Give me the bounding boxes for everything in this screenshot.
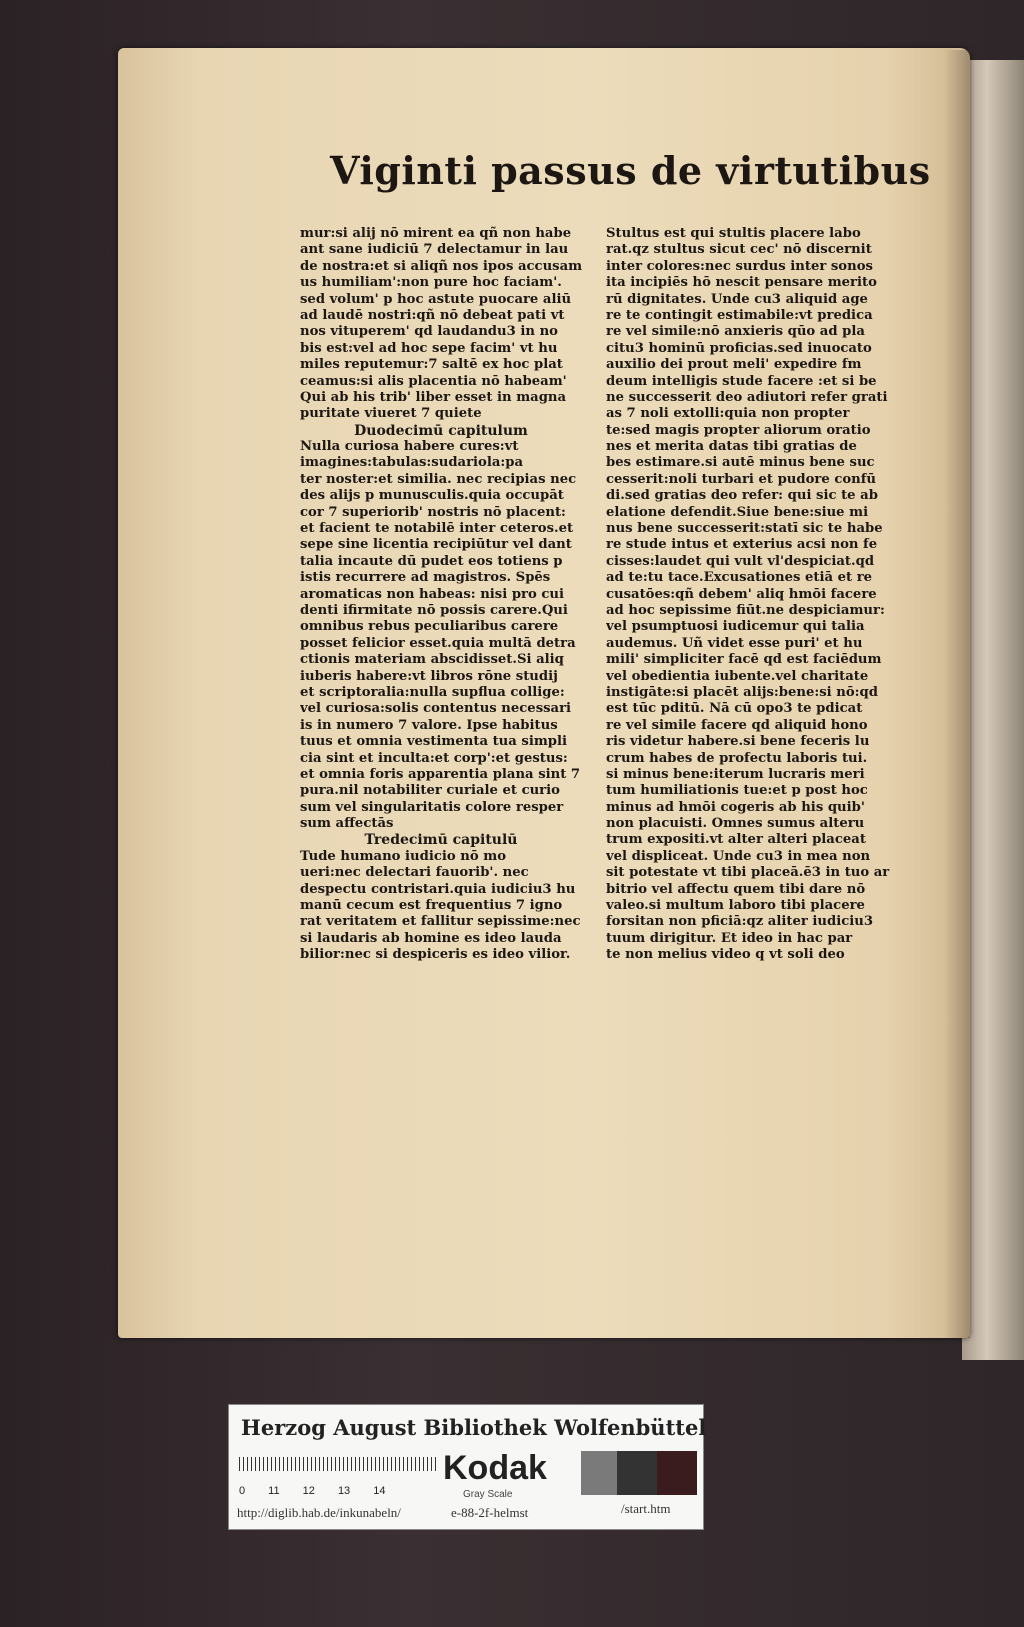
text-line: imagines:tabulas:sudariola:pa: [300, 455, 524, 471]
text-line: ter noster:et similia. nec recipias nec: [300, 471, 577, 487]
text-line: cisses:laudet qui vult vl'despiciat.qd: [606, 553, 875, 569]
text-line: forsitan non pficiā:qz aliter iudiciu3: [606, 914, 874, 930]
text-line: re stude intus et exterius acsi non fe: [606, 537, 878, 553]
text-line: te:sed magis propter aliorum oratio: [606, 422, 871, 438]
color-target-card: [228, 1404, 707, 1530]
text-line: rat veritatem et fallitur sepissime:nec: [300, 914, 581, 930]
left-text-column: [300, 226, 582, 964]
library-name: Herzog August Bibliothek Wolfenbüttel: [241, 1415, 707, 1440]
text-line: tuum dirigitur. Et ideo in hac par: [606, 930, 853, 946]
black-swatch: [657, 1451, 697, 1495]
text-line: si laudaris ab homine es ideo lauda: [300, 930, 562, 946]
text-line: sum vel singularitatis colore resper: [300, 799, 564, 815]
text-line: Qui ab his trib' liber esset in magna: [300, 389, 567, 405]
text-line: ita incipiēs hō nescit pensare merito: [606, 275, 877, 291]
text-line: pura.nil notabiliter curiale et curio: [300, 783, 560, 799]
text-line: et facient te notabilē inter ceteros.et: [300, 521, 574, 537]
text-line: est tūc pditū. Nā cū opo3 te pdicat: [606, 701, 863, 717]
text-line: valeo.si multum laboro tibi placere: [606, 898, 865, 914]
text-line: Tredecimū capitulū: [364, 832, 518, 849]
text-line: Stultus est qui stultis placere labo: [606, 226, 861, 241]
text-line: tuus et omnia vestimenta tua simpli: [300, 734, 568, 750]
text-line: istis recurrere ad magistros. Spēs: [300, 570, 551, 586]
text-line: us humiliam':non pure hoc faciam'.: [300, 275, 562, 291]
text-line: miles reputemur:7 saltē ex hoc plat: [300, 357, 563, 373]
text-line: bilior:nec si despiceris es ideo vilior.: [300, 947, 571, 963]
text-line: audemus. Uñ videt esse puri' et hu: [606, 635, 863, 651]
text-line: de nostra:et si aliqñ nos ipos accusam: [300, 258, 582, 274]
text-line: nes et merita datas tibi gratias de: [606, 439, 857, 455]
text-line: ris videtur habere.si bene feceris lu: [606, 734, 870, 750]
gray-scale-label: Gray Scale: [463, 1489, 513, 1500]
text-line: te non melius video q vt soli deo: [606, 947, 845, 963]
text-line: Tude humano iudicio nō mo: [300, 848, 507, 864]
text-line: mili' simpliciter facē qd est faciēdum: [606, 652, 882, 668]
text-line: bes estimare.si autē minus bene suc: [606, 455, 875, 471]
text-line: ad laudē nostri:qñ nō debeat pati vt: [300, 307, 565, 323]
text-line: ne successerit deo adiutori refer grati: [606, 389, 888, 405]
text-line: instigāte:si placēt alijs:bene:si nō:qd: [606, 684, 878, 700]
text-line: trum expositi.vt alter alteri placeat: [606, 832, 866, 848]
text-line: posset felicior esset.quia multā detra: [300, 635, 576, 651]
text-line: talia incaute dū pudet eos totiens p: [300, 553, 563, 569]
text-line: sepe sine licentia recipiūtur vel dant: [300, 537, 572, 553]
text-line: despectu contristari.quia iudiciu3 hu: [300, 881, 576, 897]
text-line: denti ifirmitate nō possis carere.Qui: [300, 602, 568, 618]
text-line: auxilio dei prout meli' expedire fm: [606, 357, 862, 373]
text-line: et omnia foris apparentia plana sint 7: [300, 766, 581, 782]
text-line: tum humiliationis tue:et p post hoc: [606, 783, 868, 799]
text-line: vel obedientia iubente.vel charitate: [606, 668, 869, 684]
text-line: sed volum' p hoc astute puocare aliū: [300, 291, 572, 307]
text-line: nos vituperem' qd laudandu3 in no: [300, 324, 558, 340]
text-line: bis est:vel ad hoc sepe facim' vt hu: [300, 340, 558, 356]
text-line: omnibus rebus peculiaribus carere: [300, 619, 559, 635]
text-line: non placuisti. Omnes sumus alteru: [606, 816, 865, 832]
facing-page-edge: [962, 60, 1024, 1360]
text-line: puritate viueret 7 quiete: [300, 406, 482, 422]
text-line: Nulla curiosa habere cures:vt: [300, 439, 519, 455]
running-header: Viginti passus de virtutibus: [330, 148, 931, 193]
text-line: citu3 hominū proficias.sed inuocato: [606, 340, 872, 356]
ruler-scale: [239, 1457, 439, 1471]
text-line: si minus bene:iterum lucraris meri: [606, 766, 865, 782]
text-line: nus bene successerit:statī sic te habe: [606, 521, 883, 537]
text-line: ueri:nec delectari fauorib'. nec: [300, 865, 529, 881]
url-suffix: /start.htm: [621, 1501, 671, 1516]
text-line: minus ad hmōi cogeris ab his quib': [606, 799, 865, 815]
text-line: cor 7 superiorib' nostris nō placent:: [300, 504, 566, 520]
text-line: is in numero 7 valore. Ipse habitus: [300, 717, 558, 733]
right-text-column: [606, 226, 896, 964]
text-line: inter colores:nec surdus inter sonos: [606, 258, 873, 274]
text-line: bitrio vel affectu quem tibi dare nō: [606, 881, 866, 897]
text-line: cesserit:noli turbari et pudore confū: [606, 471, 877, 487]
text-line: as 7 noli extolli:quia non propter: [606, 406, 850, 422]
text-line: re vel simile facere qd aliquid hono: [606, 717, 868, 733]
text-line: sit potestate vt tibi placeā.ē3 in tuo ar: [606, 865, 890, 881]
text-line: ad te:tu tace.Excusationes etiā et re: [606, 570, 873, 586]
gray-swatch: [581, 1451, 617, 1495]
text-line: cusatōes:qñ debem' aliq hmōi facere: [606, 586, 877, 602]
text-line: deum intelligis stude facere :et si be: [606, 373, 877, 389]
text-line: et scriptoralia:nulla supflua collige:: [300, 684, 565, 700]
text-line: mur:si alij nō mirent ea qñ non habe: [300, 226, 572, 241]
text-line: elatione defendit.Siue bene:siue mi: [606, 504, 869, 520]
text-line: re vel simile:nō anxieris qūo ad pla: [606, 324, 865, 340]
shelfmark: e-88-2f-helmst: [451, 1505, 529, 1520]
kodak-logo: Kodak: [443, 1449, 547, 1487]
ruler-numbers: 0 11 12 13 14: [239, 1485, 386, 1497]
text-line: aromaticas non habeas: nisi pro cui: [300, 586, 565, 602]
text-line: vel curiosa:solis contentus necessari: [300, 701, 572, 717]
text-line: ceamus:si alis placentia nō habeam': [300, 373, 567, 389]
text-line: vel displiceat. Unde cu3 in mea non: [606, 848, 871, 864]
text-line: iuberis habere:vt libros rōne studij: [300, 668, 558, 684]
text-line: des alijs p munusculis.quia occupāt: [300, 488, 564, 504]
gutter-shadow: [944, 50, 970, 1338]
url-prefix: http://diglib.hab.de/inkunabeln/: [237, 1505, 401, 1520]
dark-swatch: [617, 1451, 657, 1495]
text-line: Duodecimū capitulum: [354, 422, 528, 439]
text-line: rat.qz stultus sicut cec' nō discernit: [606, 242, 872, 258]
text-line: ant sane iudiciū 7 delectamur in lau: [300, 242, 569, 258]
text-line: vel psumptuosi iudicemur qui talia: [606, 619, 865, 635]
text-line: di.sed gratias deo refer: qui sic te ab: [606, 488, 878, 504]
text-line: re te contingit estimabile:vt predica: [606, 307, 873, 323]
text-line: rū dignitates. Unde cu3 aliquid age: [606, 291, 868, 307]
text-line: sum affectās: [300, 816, 394, 832]
text-line: crum habes de profectu laboris tui.: [606, 750, 868, 766]
text-line: manū cecum est frequentius 7 igno: [300, 898, 563, 914]
text-line: ad hoc sepissime fiūt.ne despiciamur:: [606, 602, 885, 618]
text-line: cia sint et inculta:et corp':et gestus:: [300, 750, 568, 766]
text-line: ctionis materiam abscidisset.Si aliq: [300, 652, 564, 668]
